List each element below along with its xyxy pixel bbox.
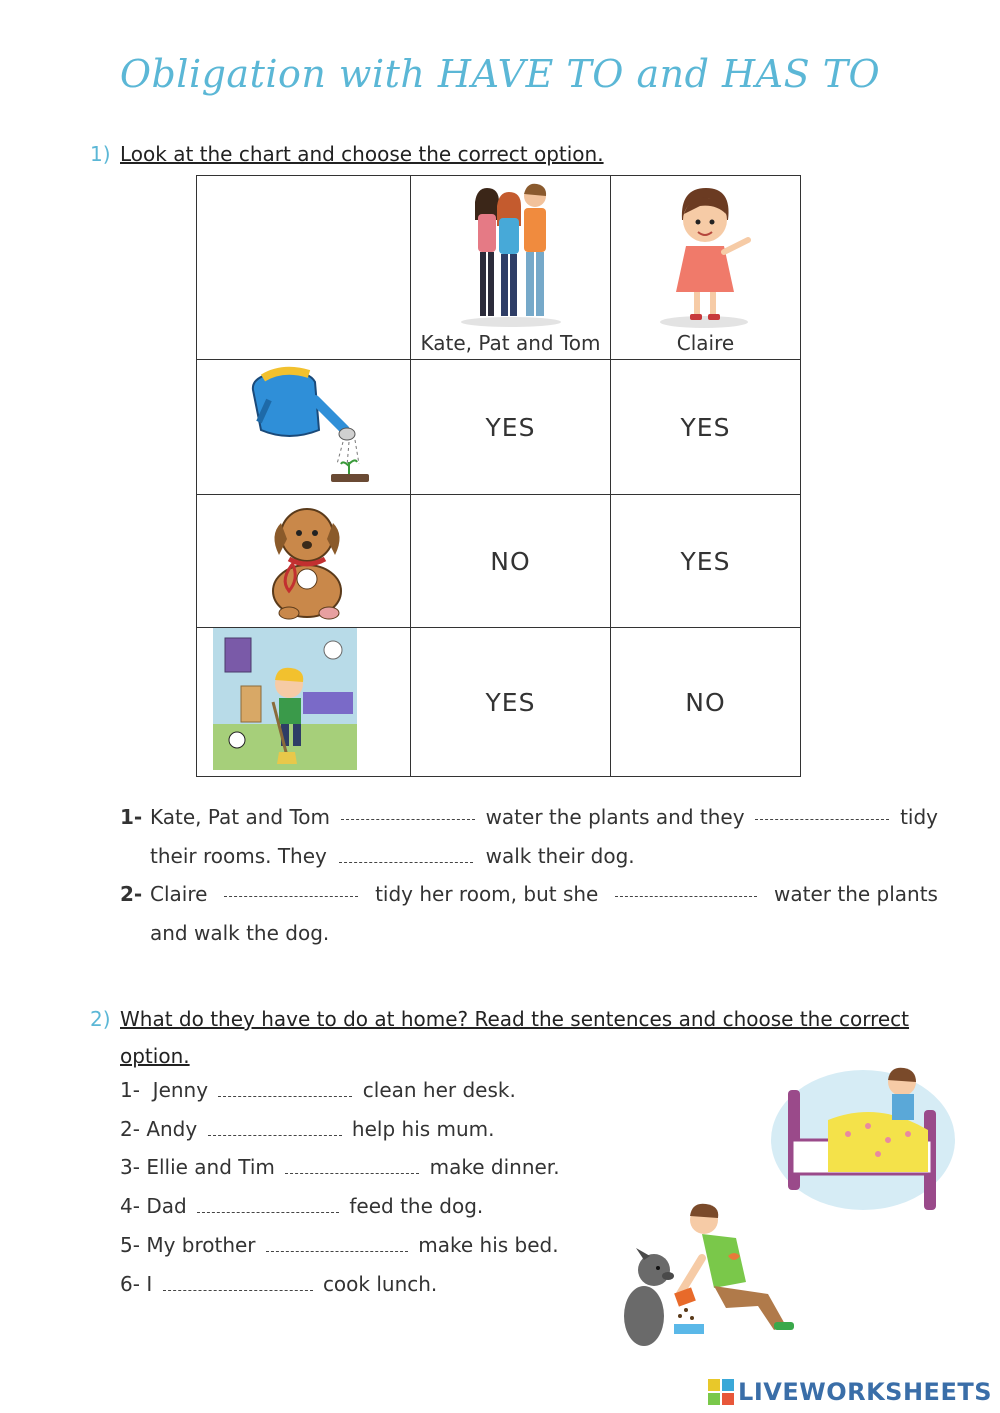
- item-subject: Ellie and Tim: [146, 1155, 275, 1179]
- answer-blank[interactable]: [266, 1237, 408, 1252]
- answer-blank[interactable]: [218, 1082, 352, 1097]
- page-title: Obligation with HAVE TO and HAS TO: [119, 52, 881, 96]
- three-friends-icon: [451, 180, 571, 328]
- answer-blank[interactable]: [285, 1159, 419, 1174]
- answer-blank[interactable]: [224, 882, 358, 897]
- sentence-part: tidy her room, but she: [375, 882, 599, 906]
- item-number: 1-: [120, 805, 143, 829]
- item-rest: make his bed.: [418, 1233, 559, 1257]
- list-item: [120, 1194, 483, 1218]
- list-item: [120, 1078, 516, 1102]
- answer-blank[interactable]: [208, 1121, 342, 1136]
- answer-blank[interactable]: [339, 848, 473, 863]
- list-item: [120, 1233, 559, 1257]
- item-rest: make dinner.: [429, 1155, 560, 1179]
- item-subject: Andy: [146, 1117, 198, 1141]
- activity-cell-tidy-room: [197, 628, 411, 777]
- answer-blank[interactable]: [341, 805, 475, 820]
- answer-blank[interactable]: [163, 1276, 313, 1291]
- section-instruction: option.: [120, 1044, 190, 1068]
- item-rest: feed the dog.: [349, 1194, 484, 1218]
- man-feeding-dog-icon: [618, 1198, 808, 1358]
- list-item: [120, 1272, 437, 1296]
- cell-value: YES: [485, 412, 536, 442]
- cell-claire-water: [611, 360, 801, 495]
- header-kate-pat-tom: [411, 176, 611, 360]
- item-number: 5-: [120, 1233, 140, 1257]
- header-claire: [611, 176, 801, 360]
- item-rest: clean her desk.: [362, 1078, 516, 1102]
- column-label: Claire: [676, 331, 735, 355]
- sentence-part: Kate, Pat and Tom: [150, 805, 331, 829]
- section-instruction: Look at the chart and choose the correct option.: [120, 142, 604, 166]
- exercise-number: [120, 805, 150, 829]
- cell-claire-tidy: [611, 628, 801, 777]
- list-item: [120, 1117, 495, 1141]
- cell-value: NO: [685, 687, 726, 717]
- item-number: 3-: [120, 1155, 140, 1179]
- item-rest: cook lunch.: [322, 1272, 438, 1296]
- sentence-part: walk their dog.: [485, 844, 635, 868]
- exercise-number: [120, 882, 150, 906]
- watering-can-icon: [239, 360, 369, 488]
- boy-in-bed-icon: [768, 1050, 958, 1220]
- section-number: 1): [90, 142, 111, 166]
- exercise-line: [150, 844, 635, 868]
- cell-claire-dog: [611, 495, 801, 628]
- item-number: 2-: [120, 1117, 140, 1141]
- answer-blank[interactable]: [755, 805, 889, 820]
- list-item: [120, 1155, 560, 1179]
- sentence-part: Claire: [150, 882, 208, 906]
- answer-blank[interactable]: [615, 882, 757, 897]
- sentence-part: water the plants and they: [485, 805, 745, 829]
- sentence-part: their rooms. They: [150, 844, 327, 868]
- cell-kate-pat-tom-tidy: [411, 628, 611, 777]
- item-subject: My brother: [146, 1233, 256, 1257]
- section1-heading: [90, 142, 604, 166]
- section-instruction: What do they have to do at home? Read the sentences and choose the correct: [120, 1007, 910, 1031]
- exercise-line: [150, 805, 938, 829]
- section-number: 2): [90, 1007, 111, 1031]
- dog-with-leash-icon: [249, 495, 359, 621]
- activity-cell-water-plants: [197, 360, 411, 495]
- section2-heading: [90, 1007, 938, 1031]
- liveworksheets-logo: [708, 1377, 992, 1407]
- cell-value: YES: [680, 412, 731, 442]
- item-rest: help his mum.: [351, 1117, 495, 1141]
- item-subject: Jenny: [152, 1078, 209, 1102]
- sentence-part: water the plants: [774, 882, 938, 906]
- sentence-part: tidy: [900, 805, 938, 829]
- chore-chart: [196, 175, 801, 777]
- item-subject: I: [146, 1272, 153, 1296]
- footer-brand: LIVEWORKSHEETS: [738, 1378, 992, 1406]
- logo-grid-icon: [708, 1379, 734, 1405]
- exercise-line: [150, 921, 329, 945]
- item-subject: Dad: [146, 1194, 187, 1218]
- activity-cell-walk-dog: [197, 495, 411, 628]
- item-number: 4-: [120, 1194, 140, 1218]
- answer-blank[interactable]: [197, 1198, 339, 1213]
- section2-heading-cont: [120, 1044, 190, 1068]
- boy-tidying-room-icon: [213, 628, 357, 770]
- cell-value: YES: [680, 546, 731, 576]
- cell-kate-pat-tom-water: [411, 360, 611, 495]
- item-number: 6-: [120, 1272, 140, 1296]
- item-number: 1-: [120, 1078, 140, 1102]
- cell-value: NO: [490, 546, 531, 576]
- empty-corner-cell: [197, 176, 411, 360]
- exercise-line: [150, 882, 938, 906]
- girl-icon: [656, 180, 756, 328]
- column-label: Kate, Pat and Tom: [420, 331, 601, 355]
- cell-value: YES: [485, 687, 536, 717]
- sentence-part: and walk the dog.: [150, 921, 330, 945]
- cell-kate-pat-tom-dog: [411, 495, 611, 628]
- item-number: 2-: [120, 882, 143, 906]
